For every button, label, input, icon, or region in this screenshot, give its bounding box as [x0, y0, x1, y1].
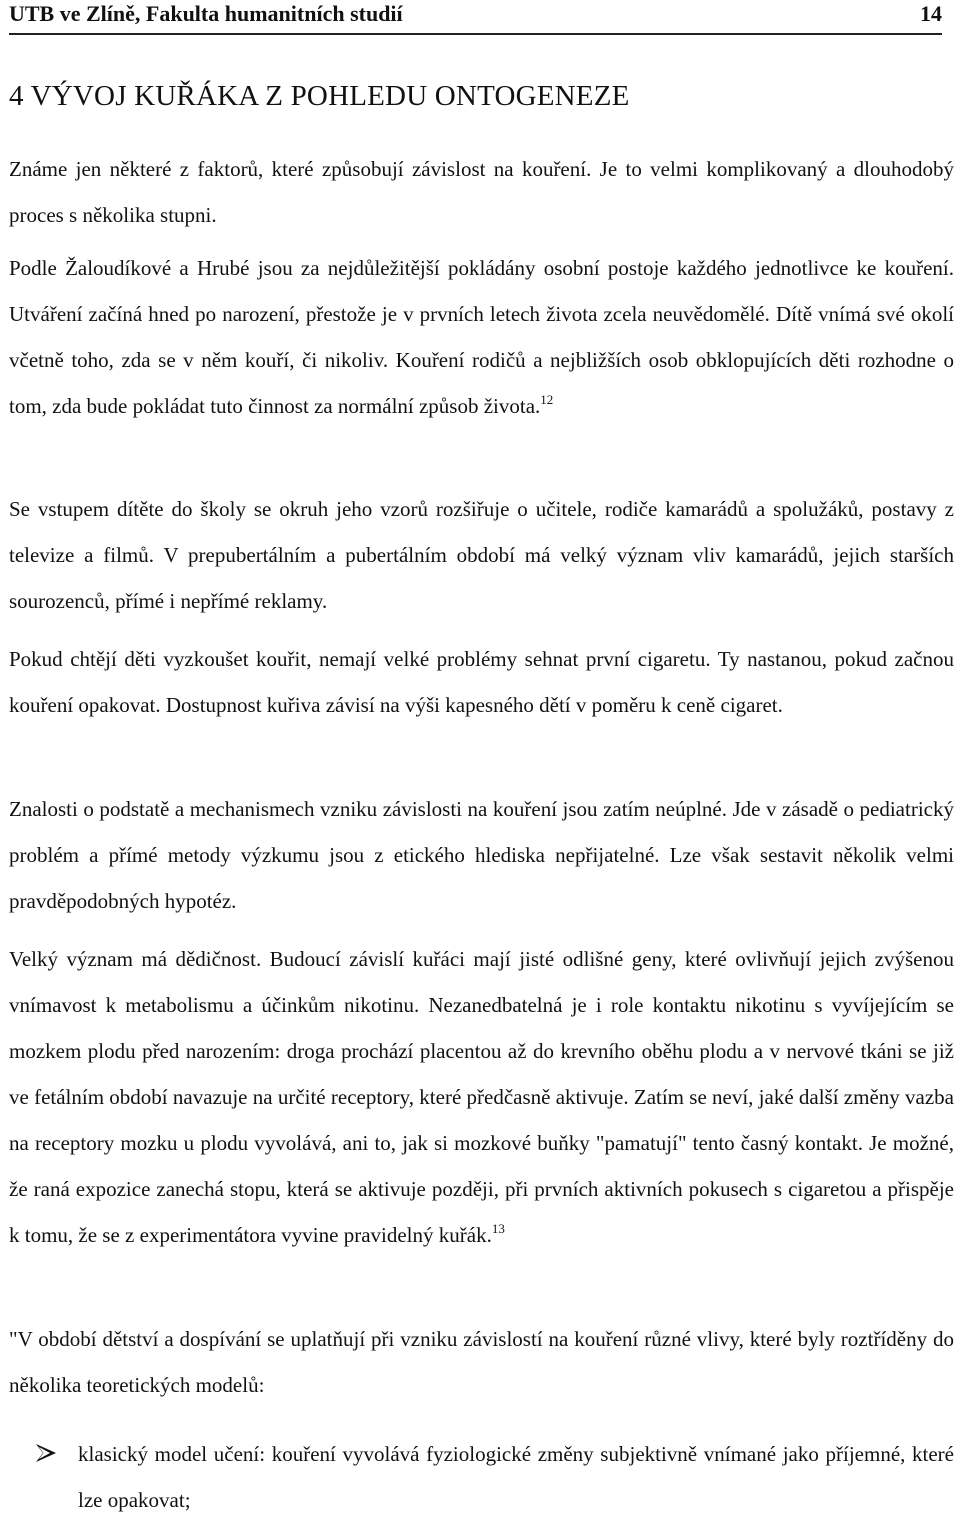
page-header	[9, 0, 942, 35]
paragraph-2-text: Podle Žaloudíkové a Hrubé jsou za nejdůležitější pokládány osobní postoje každého jednotlivce ke kouření. Utváření začíná hned po narození, přestože je v prvních letech života zcela neuvědomělé. Dítě vnímá své okolí včetně toho, zda se v něm kouří, či nikoliv. Kouření rodičů a nejbližších osob obklopujících děti rozhodne o tom, zda bude pokládat tuto činnost za normální způsob života.	[9, 256, 954, 418]
page-number: 14	[920, 1, 942, 26]
chapter-title: 4 VÝVOJ KUŘÁKA Z POHLEDU ONTOGENEZE	[9, 80, 630, 112]
paragraph-3: Se vstupem dítěte do školy se okruh jeho vzorů rozšiřuje o učitele, rodiče kamarádů a spolužáků, postavy z televize a filmů. V prepubertálním a pubertálním období má velký význam vliv kamarádů, jejich starších sourozenců, přímé i nepřímé reklamy.	[9, 497, 954, 613]
paragraph-6	[9, 936, 954, 1258]
paragraph-2	[9, 245, 954, 429]
paragraph-1: Známe jen některé z faktorů, které způsobují závislost na kouření. Je to velmi komplikovaný a dlouhodobý proces s několika stupni.	[9, 157, 954, 227]
bullet-item-1: klasický model učení: kouření vyvolává fyziologické změny subjektivně vnímané jako příjemné, které lze opakovat;	[78, 1442, 954, 1512]
footnote-marker-13: 13	[491, 1221, 505, 1236]
paragraph-6-text: Velký význam má dědičnost. Budoucí závislí kuřáci mají jisté odlišné geny, které ovlivňují jejich zvýšenou vnímavost k metabolismu a účinkům nikotinu. Nezanedbatelná je i role kontaktu nikotinu s vyvíjejícím se mozkem plodu před narozením: droga prochází placentou až do krevního oběhu plodu a v nervové tkáni se již ve fetálním období navazuje na určité receptory, které předčasně aktivuje. Zatím se neví, jaké další změny vazba na receptory mozku u plodu vyvolává, ani to, jak si mozkové buňky "pamatují" tento časný kontakt. Je možné, že raná expozice zanechá stopu, která se aktivuje později, při prvních aktivních pokusech s cigaretou a přispěje k tomu, že se z experimentátora vyvine pravidelný kuřák.	[9, 947, 954, 1247]
header-title: UTB ve Zlíně, Fakulta humanitních studií	[9, 1, 403, 26]
paragraph-4: Pokud chtějí děti vyzkoušet kouřit, nemají velké problémy sehnat první cigaretu. Ty nastanou, pokud začnou kouření opakovat. Dostupnost kuřiva závisí na výši kapesného dětí v poměru k ceně cigaret.	[9, 647, 954, 717]
paragraph-7: "V období dětství a dospívání se uplatňují při vzniku závislostí na kouření různé vlivy, které byly roztříděny do několika teoretických modelů:	[9, 1327, 954, 1397]
footnote-marker-12: 12	[540, 392, 554, 407]
arrowhead-bullet-icon	[34, 1441, 58, 1465]
paragraph-5: Znalosti o podstatě a mechanismech vzniku závislosti na kouření jsou zatím neúplné. Jde v zásadě o pediatrický problém a přímé metody výzkumu jsou z etického hlediska nepřijatelné. Lze však sestavit několik velmi pravděpodobných hypotéz.	[9, 797, 954, 913]
